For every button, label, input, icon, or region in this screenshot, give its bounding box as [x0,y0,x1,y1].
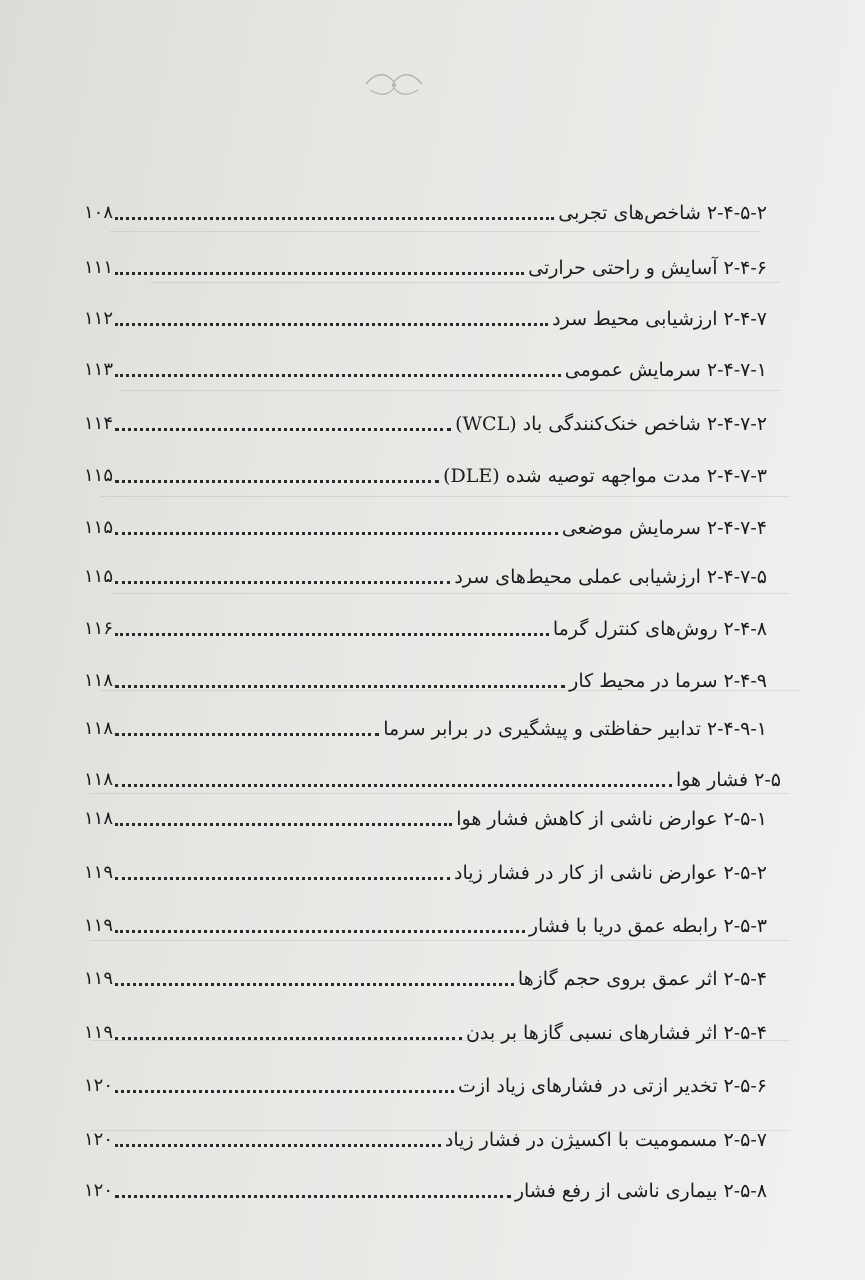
toc-entry-page: ۱۱۸ [84,718,114,739]
toc-entry[interactable] [84,296,767,330]
toc-entry-page: ۱۰۸ [84,202,114,223]
dot-leader [115,784,672,787]
dot-leader [115,633,549,636]
toc-entry-title: ۲-۴-۶ آسایش و راحتی حرارتی [528,257,767,279]
toc-entry-page: ۱۱۸ [84,808,114,829]
toc-entry[interactable] [84,757,781,791]
dot-leader [115,323,548,326]
toc-entry-title: ۲-۴-۷-۱ سرمایش عمومی [564,359,767,381]
toc-entry[interactable] [84,1117,767,1151]
toc-entry-page: ۱۱۳ [84,359,114,380]
dot-leader [115,983,514,986]
dot-leader [115,1090,454,1093]
toc-entry-page: ۱۱۹ [84,1022,114,1043]
toc-entry[interactable] [84,453,767,487]
toc-entry[interactable] [84,401,767,435]
dot-leader [115,877,450,880]
toc-entry-page: ۱۱۴ [84,413,114,434]
toc-entry-page: ۱۲۰ [84,1075,114,1096]
toc-entry[interactable] [84,554,767,588]
toc-entry-title: ۲-۴-۷-۲ شاخص خنک‌کنندگی باد (WCL) [455,413,767,435]
toc-entry-page: ۱۱۸ [84,670,114,691]
show-through-line [110,593,790,594]
show-through-line [120,390,780,391]
toc-entry-title: ۲-۵-۳ رابطه عمق دریا با فشار [528,915,767,937]
toc-entry-title: ۲-۵-۲ عوارض ناشی از کار در فشار زیاد [454,862,767,884]
toc-entry[interactable] [84,245,767,279]
dot-leader [115,480,439,483]
dot-leader [115,428,451,431]
toc-entry-title: ۲-۴-۷-۳ مدت مواجهه توصیه شده (DLE) [443,465,767,487]
toc-entry-page: ۱۱۵ [84,566,114,587]
dot-leader [115,374,561,377]
toc-entry[interactable] [84,1010,767,1044]
toc-entry[interactable] [84,903,767,937]
toc-entry-title: ۲-۵-۸ بیماری ناشی از رفع فشار [514,1180,767,1202]
toc-entry[interactable] [84,956,767,990]
toc-entry[interactable] [84,796,767,830]
toc-entry-page: ۱۲۰ [84,1129,114,1150]
toc-entry-page: ۱۱۸ [84,769,114,790]
show-through-line [110,231,760,232]
dot-leader [115,1037,462,1040]
dot-leader [115,581,450,584]
toc-entry[interactable] [84,1063,767,1097]
dot-leader [115,217,554,220]
toc-entry-page: ۱۱۵ [84,465,114,486]
dot-leader [115,1144,441,1147]
toc-entry[interactable] [84,850,767,884]
dot-leader [115,733,379,736]
show-through-line [90,940,790,941]
toc-entry-title: ۲-۴-۷-۴ سرمایش موضعی [561,517,767,539]
toc-entry[interactable] [84,505,767,539]
toc-entry-page: ۱۱۶ [84,618,114,639]
toc-entry[interactable] [84,658,767,692]
toc-entry[interactable] [84,706,767,740]
toc-entry-page: ۱۱۹ [84,915,114,936]
dot-leader [115,532,558,535]
dot-leader [115,685,565,688]
toc-entry[interactable] [84,347,767,381]
dot-leader [115,823,452,826]
toc-entry-page: ۱۲۰ [84,1180,114,1201]
dot-leader [115,272,524,275]
toc-entry-title: ۲-۵ فشار هوا [675,769,781,791]
toc-entry-title: ۲-۴-۹-۱ تدابیر حفاظتی و پیشگیری در برابر سرما [383,718,767,740]
show-through-line [100,496,790,497]
decorative-ornament-icon [362,66,426,102]
toc-entry-title: ۲-۵-۴ اثر عمق بروی حجم گازها [517,968,767,990]
toc-entry-title: ۲-۵-۱ عوارض ناشی از کاهش فشار هوا [456,808,767,830]
toc-entry-page: ۱۱۹ [84,968,114,989]
toc-entry-title: ۲-۴-۷-۵ ارزشیابی عملی محیط‌های سرد [454,566,767,588]
toc-entry-page: ۱۱۱ [84,257,114,278]
show-through-line [150,282,780,283]
toc-entry-title: ۲-۴-۷ ارزشیابی محیط سرد [552,308,767,330]
toc-entry-title: ۲-۵-۷ مسمومیت با اکسیژن در فشار زیاد [444,1129,767,1151]
toc-entry-page: ۱۱۲ [84,308,114,329]
toc-entry-title: ۲-۴-۵-۲ شاخص‌های تجربی [558,202,767,224]
toc-entry[interactable] [84,190,767,224]
toc-entry-title: ۲-۵-۶ تخدیر ازتی در فشارهای زیاد ازت [458,1075,767,1097]
show-through-line [90,793,790,794]
toc-entry-title: ۲-۵-۴ اثر فشارهای نسبی گازها بر بدن [465,1022,767,1044]
toc-entry-title: ۲-۴-۸ روش‌های کنترل گرما [552,618,767,640]
toc-entry[interactable] [84,606,767,640]
toc-entry-page: ۱۱۹ [84,862,114,883]
toc-entry-page: ۱۱۵ [84,517,114,538]
toc-entry-title: ۲-۴-۹ سرما در محیط کار [569,670,767,692]
dot-leader [115,1195,511,1198]
toc-entry[interactable] [84,1168,767,1202]
dot-leader [115,930,525,933]
